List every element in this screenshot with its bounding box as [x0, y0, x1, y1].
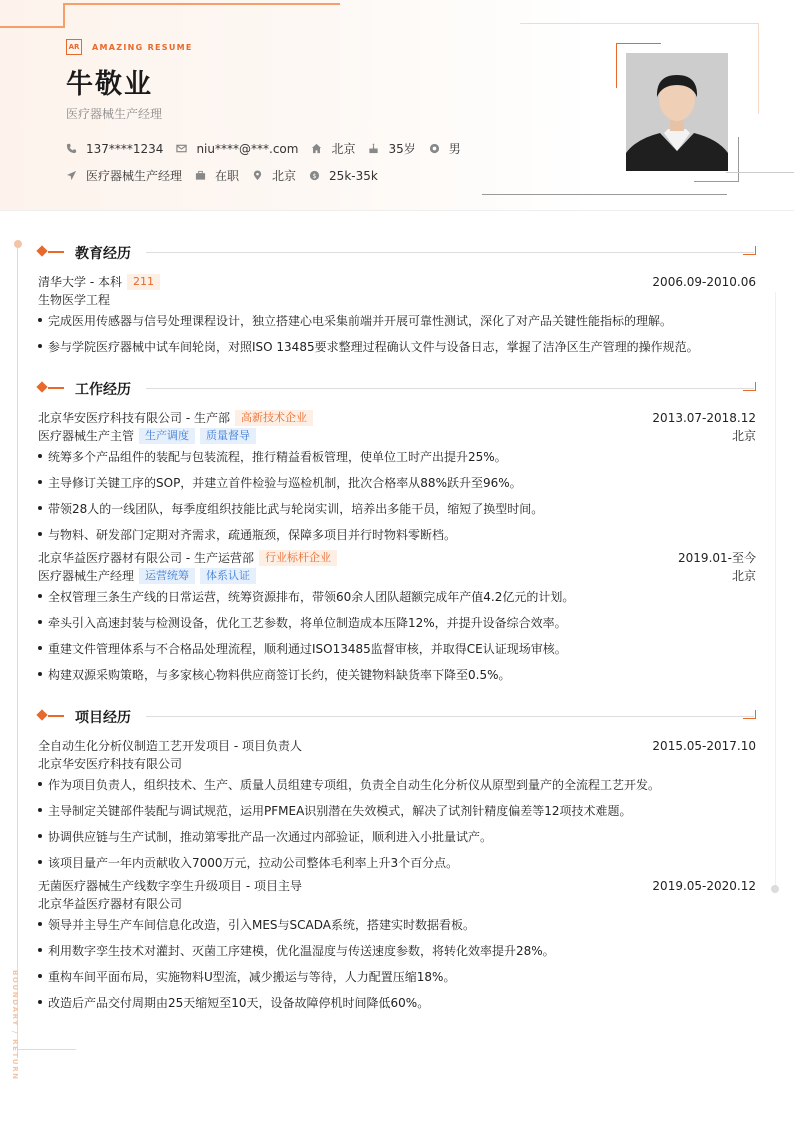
- gender-text: 男: [448, 142, 461, 156]
- header-decor-line: [64, 3, 340, 5]
- project-period: 2015.05-2017.10: [652, 738, 756, 753]
- list-item: 领导并主导生产车间信息化改造，引入MES与SCADA系统，搭建实时数据看板。: [38, 916, 758, 933]
- section-heading: 工作经历: [75, 382, 131, 398]
- section-dash: [48, 715, 64, 717]
- email-text: niu****@***.com: [196, 141, 299, 156]
- work-period: 2019.01-至今: [678, 551, 756, 565]
- list-item: 利用数字孪生技术对灌封、灭菌工序建模，优化温湿度与传送速度参数，将转化效率提升28%。: [38, 942, 758, 959]
- work-company: 北京华安医疗科技有限公司 - 生产部: [38, 411, 230, 425]
- section-heading: 项目经历: [75, 710, 131, 726]
- work-position-row: [38, 427, 756, 444]
- list-item: 主导制定关键部件装配与调试规范，运用PFMEA识别潜在失效模式，解决了试剂针精度偏差等12项技术难题。: [38, 802, 758, 819]
- resume-header: [0, 0, 794, 211]
- gender-icon: [429, 143, 440, 154]
- work-position: 医疗器械生产经理: [38, 569, 135, 583]
- salary-text: 25k-35k: [329, 168, 378, 183]
- work-location: 北京: [731, 569, 756, 583]
- home-icon: [311, 143, 322, 154]
- section-title-education: [36, 244, 756, 260]
- education-period: 2006.09-2010.06: [652, 274, 756, 289]
- section-diamond-icon: [36, 381, 47, 392]
- candidate-name: 牛敬业: [66, 69, 153, 100]
- salary-item: [309, 169, 378, 183]
- right-decor-dot: [771, 885, 779, 893]
- side-decor-text: BOUNDARY / RETURN: [11, 970, 19, 1081]
- city-item: [311, 140, 355, 157]
- company-tag: 高新技术企业: [235, 410, 313, 426]
- list-item: 协调供应链与生产试制，推动第零批产品一次通过内部验证，顺利进入小批量试产。: [38, 828, 758, 845]
- education-header: [38, 273, 756, 290]
- side-decor-line: [17, 248, 18, 1058]
- phone-item: [66, 142, 163, 156]
- work-position: 医疗器械生产主管: [38, 429, 135, 443]
- project-header: [38, 877, 756, 894]
- list-item: 作为项目负责人，组织技术、生产、质量人员组建专项组，负责全自动生化分析仪从原型到量产的全流程工艺开发。: [38, 776, 758, 793]
- education-major: 生物医学工程: [38, 293, 111, 307]
- list-item: 主导修订关键工序的SOP，并建立首件检验与巡检机制，批次合格率从88%跃升至96%。: [38, 474, 758, 491]
- mail-icon: [176, 143, 187, 154]
- skill-tag: 运营统筹: [139, 568, 195, 584]
- photo-decor-line: [726, 172, 794, 173]
- side-decor-line: [17, 1049, 76, 1050]
- list-item: 重建文件管理体系与不合格品处理流程，顺利通过ISO13485监督审核，并取得CE认证现场审核。: [38, 640, 758, 657]
- work-header: [38, 549, 756, 566]
- list-item: 带领28人的一线团队，每季度组织技能比武与轮岗实训，培养出多能干员，缩短了换型时间。: [38, 500, 758, 517]
- brand-logo: AR: [66, 39, 82, 55]
- work-location: 北京: [731, 429, 756, 443]
- brand-text: AMAZING RESUME: [92, 42, 193, 52]
- section-diamond-icon: [36, 245, 47, 256]
- project-period: 2019.05-2020.12: [652, 878, 756, 893]
- intention-row: [66, 167, 391, 184]
- header-decor-line: [63, 3, 65, 27]
- section-divider: [146, 252, 754, 253]
- age-item: [368, 140, 415, 157]
- target-city-item: [252, 167, 296, 184]
- project-company: 北京华益医疗器材有限公司: [38, 897, 183, 911]
- list-item: 完成医用传感器与信号处理课程设计，独立搭建心电采集前端并开展可靠性测试，深化了对产品关键性能指标的理解。: [38, 312, 758, 329]
- contact-row: [66, 140, 474, 157]
- section-divider: [146, 388, 754, 389]
- avatar: [626, 53, 728, 171]
- section-title-projects: [36, 708, 756, 724]
- profile-photo: [626, 53, 728, 171]
- skill-tag: 生产调度: [139, 428, 195, 444]
- project-company-row: [38, 755, 756, 772]
- section-corner: [743, 382, 756, 391]
- section-dash: [48, 251, 64, 253]
- right-decor-line: [775, 292, 776, 886]
- project-company-row: [38, 895, 756, 912]
- candidate-title: 医疗器械生产经理: [66, 107, 163, 121]
- list-item: 重构车间平面布局，实施物料U型流，减少搬运与等待，人力配置压缩18%。: [38, 968, 758, 985]
- school-badge: 211: [127, 274, 160, 290]
- photo-decor-line: [482, 194, 727, 195]
- money-icon: [309, 170, 320, 181]
- company-tag: 行业标杆企业: [259, 550, 337, 566]
- project-company: 北京华安医疗科技有限公司: [38, 757, 183, 771]
- list-item: 统筹多个产品组件的装配与包装流程，推行精益看板管理，使单位工时产出提升25%。: [38, 448, 758, 465]
- section-divider: [146, 716, 754, 717]
- location-icon: [252, 170, 263, 181]
- work-period: 2013.07-2018.12: [652, 410, 756, 425]
- send-icon: [66, 170, 77, 181]
- target-city-text: 北京: [272, 169, 297, 183]
- skill-tag: 体系认证: [200, 568, 256, 584]
- project-header: [38, 737, 756, 754]
- skill-tag: 质量督导: [200, 428, 256, 444]
- education-school: 清华大学 - 本科: [38, 275, 122, 289]
- svg-text:$: $: [312, 171, 317, 180]
- cake-icon: [368, 143, 379, 154]
- list-item: 与物料、研发部门定期对齐需求，疏通瓶颈，保障多项目并行时物料零断档。: [38, 526, 758, 543]
- education-major-row: [38, 291, 756, 308]
- side-decor-dot: [14, 240, 22, 248]
- target-position-text: 医疗器械生产经理: [86, 169, 183, 183]
- section-diamond-icon: [36, 709, 47, 720]
- section-heading: 教育经历: [75, 246, 131, 262]
- list-item: 全权管理三条生产线的日常运营，统筹资源排布，带领60余人团队超额完成年产值4.2亿元的计划。: [38, 588, 758, 605]
- phone-icon: [66, 143, 77, 154]
- project-name: 全自动生化分析仪制造工艺开发项目 - 项目负责人: [38, 739, 302, 753]
- gender-item: [429, 140, 461, 157]
- age-text: 35岁: [388, 142, 416, 156]
- work-position-row: [38, 567, 756, 584]
- section-corner: [743, 710, 756, 719]
- email-item: [176, 142, 298, 156]
- list-item: 参与学院医疗器械中试车间轮岗，对照ISO 13485要求整理过程确认文件与设备日志，掌握了洁净区生产管理的操作规范。: [38, 338, 758, 355]
- list-item: 牵头引入高速封装与检测设备，优化工艺参数，将单位制造成本压降12%，并提升设备综合效率。: [38, 614, 758, 631]
- status-item: [195, 167, 239, 184]
- section-corner: [743, 246, 756, 255]
- list-item: 构建双源采购策略，与多家核心物料供应商签订长约，使关键物料缺货率下降至0.5%。: [38, 666, 758, 683]
- city-text: 北京: [331, 142, 356, 156]
- header-decor-line: [0, 26, 65, 28]
- list-item: 该项目量产一年内贡献收入7000万元，拉动公司整体毛利率上升3个百分点。: [38, 854, 758, 871]
- phone-text: 137****1234: [86, 141, 164, 156]
- work-company: 北京华益医疗器材有限公司 - 生产运营部: [38, 551, 254, 565]
- work-header: [38, 409, 756, 426]
- briefcase-icon: [195, 170, 206, 181]
- section-dash: [48, 387, 64, 389]
- status-text: 在职: [215, 169, 240, 183]
- brand: [66, 39, 193, 55]
- project-name: 无菌医疗器械生产线数字孪生升级项目 - 项目主导: [38, 879, 302, 893]
- list-item: 改造后产品交付周期由25天缩短至10天，设备故障停机时间降低60%。: [38, 994, 758, 1011]
- target-position-item: [66, 167, 182, 184]
- section-title-work: [36, 380, 756, 396]
